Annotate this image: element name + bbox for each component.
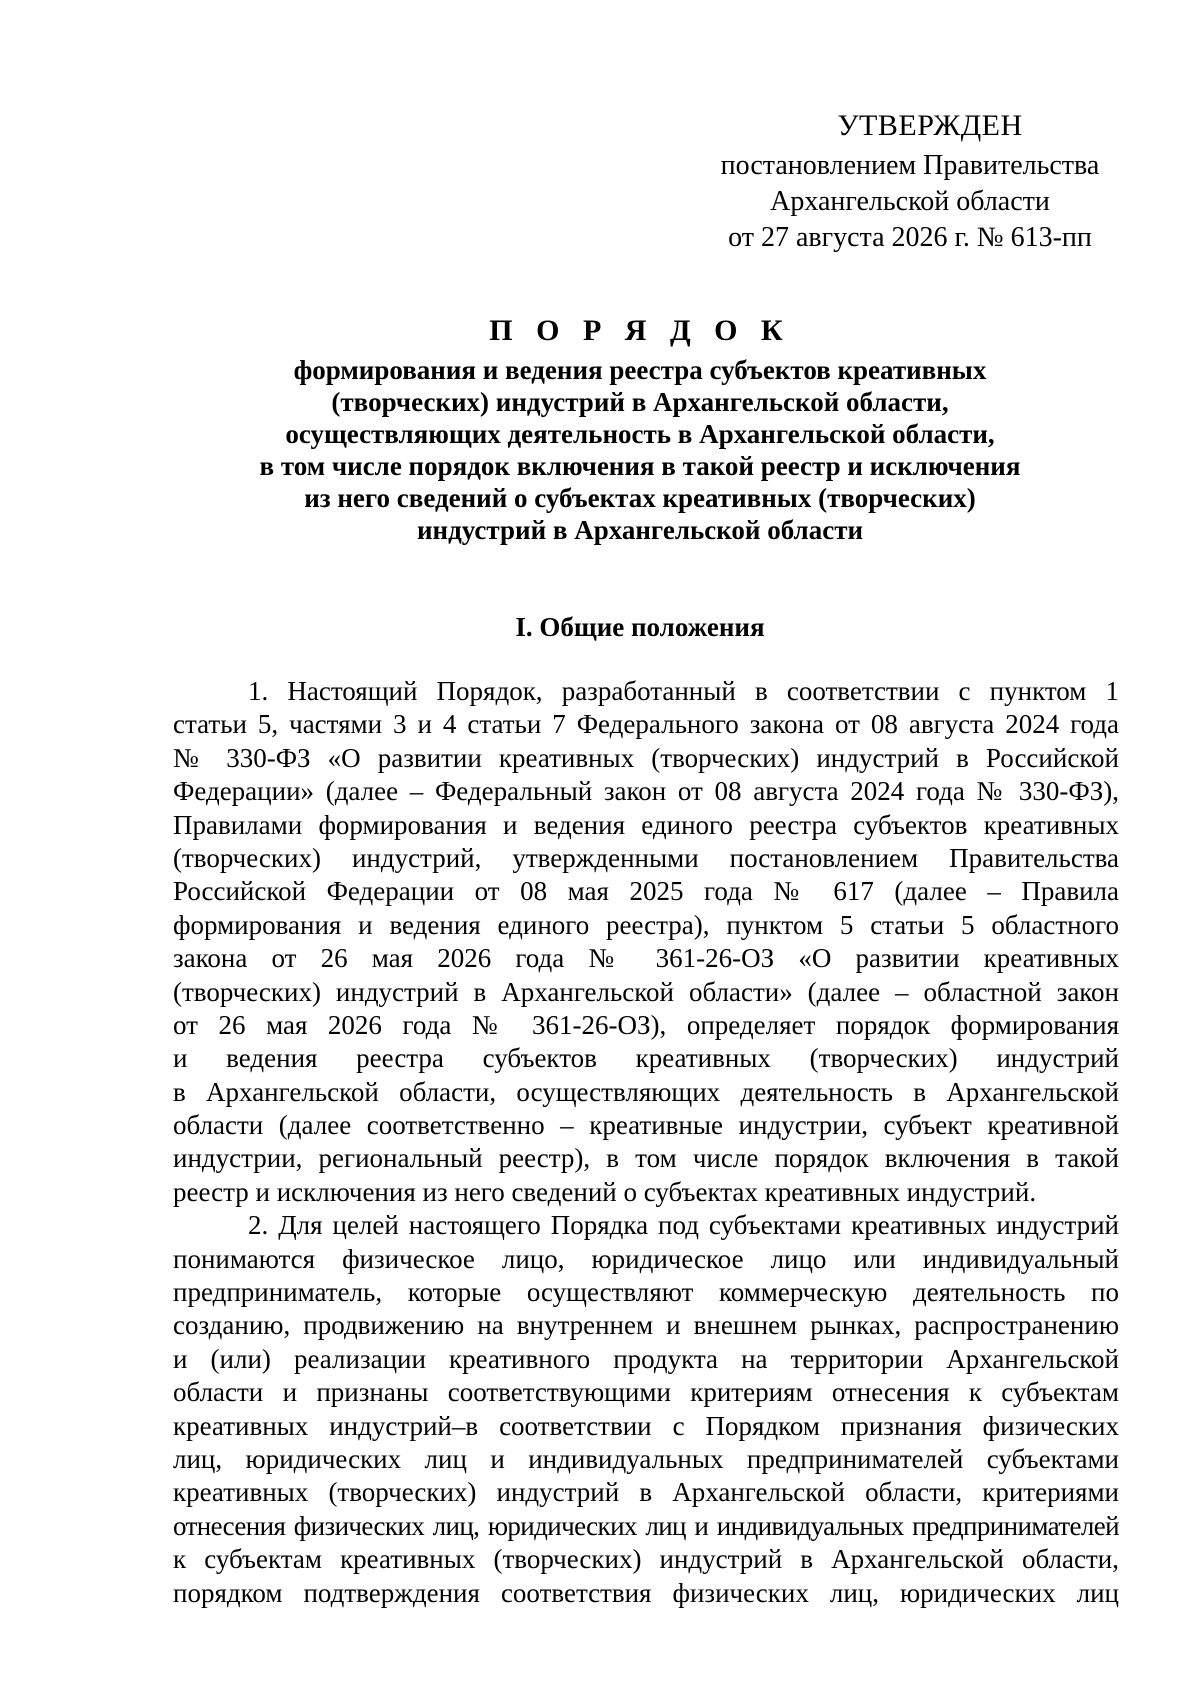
paragraph-line: № 330-ФЗ «О развитии креативных (творческих) индустрий в Российской	[173, 742, 1119, 773]
paragraph-line: Федерации» (далее – Федеральный закон от 08 августа 2024 года № 330-ФЗ),	[173, 776, 1119, 807]
paragraph-line: предприниматель, которые осуществляют коммерческую деятельность по	[173, 1277, 1119, 1308]
document-type: П О Р Я Д О К	[489, 314, 791, 347]
paragraph-line: области и признаны соответствующими критериям отнесения к субъектам	[173, 1377, 1119, 1408]
paragraph-line: реестр и исключения из него сведений о субъектах креативных индустрий.	[173, 1176, 1037, 1207]
paragraph-line: отнесения физических лиц, юридических лиц и индивидуальных предпринимателей	[173, 1510, 1119, 1541]
paragraph-line: понимаются физическое лицо, юридическое лицо или индивидуальный	[173, 1243, 1119, 1274]
approval-line: Архангельской области	[770, 186, 1050, 217]
paragraph-line: закона от 26 мая 2026 года № 361-26-ОЗ «О развитии креативных	[173, 943, 1119, 974]
paragraph-1	[173, 675, 1119, 1209]
paragraph-line: креативных (творческих) индустрий в Архангельской области, критериями	[173, 1477, 1119, 1508]
approval-block	[700, 108, 1120, 256]
paragraph-line: лиц, юридических лиц и индивидуальных предпринимателей субъектами	[173, 1443, 1119, 1474]
paragraph-line: в Архангельской области, осуществляющих деятельность в Архангельской	[173, 1076, 1119, 1107]
paragraph-line: Российской Федерации от 08 мая 2025 года № 617 (далее – Правила	[173, 876, 1119, 907]
title-line: формирования и ведения реестра субъектов креативных	[293, 355, 987, 385]
title-line: из него сведений о субъектах креативных (творческих)	[304, 483, 976, 513]
paragraph-line: от 26 мая 2026 года № 361-26-ОЗ), определяет порядок формирования	[173, 1009, 1119, 1040]
paragraph-line: к субъектам креативных (творческих) индустрий в Архангельской области,	[173, 1544, 1119, 1575]
paragraph-line: формирования и ведения единого реестра), пунктом 5 статьи 5 областного	[173, 909, 1119, 940]
paragraph-line: креативных индустрий–в соответствии с Порядком признания физических	[173, 1410, 1119, 1441]
paragraph-line: и ведения реестра субъектов креативных (творческих) индустрий	[173, 1043, 1119, 1074]
title-line: осуществляющих деятельность в Архангельской области,	[285, 419, 995, 449]
paragraph-line: (творческих) индустрий в Архангельской области» (далее – областной закон	[173, 976, 1119, 1007]
paragraph-line: индустрии, региональный реестр), в том числе порядок включения в такой	[173, 1143, 1119, 1174]
paragraph-line: порядком подтверждения соответствия физических лиц, юридических лиц	[173, 1577, 1119, 1608]
paragraph-line: (творческих) индустрий, утвержденными постановлением Правительства	[173, 842, 1119, 873]
title-line: (творческих) индустрий в Архангельской области,	[331, 387, 949, 417]
document-body	[173, 675, 1119, 1610]
paragraph-line: и (или) реализации креативного продукта на территории Архангельской	[173, 1343, 1119, 1374]
paragraph-line: созданию, продвижению на внутреннем и внешнем рынках, распространению	[173, 1310, 1119, 1341]
approval-stamp: УТВЕРЖДЕН	[837, 109, 1023, 142]
paragraph-line: области (далее соответственно – креативные индустрии, субъект креативной	[173, 1110, 1119, 1141]
paragraph-line: статьи 5, частями 3 и 4 статьи 7 Федерального закона от 08 августа 2024 года	[173, 709, 1119, 740]
section-heading: I. Общие положения	[515, 612, 765, 642]
paragraph-line: 1. Настоящий Порядок, разработанный в соответствии с пунктом 1	[248, 676, 1119, 706]
title-line: индустрий в Архангельской области	[416, 515, 864, 545]
paragraph-line: 2. Для целей настоящего Порядка под субъектами креативных индустрий	[248, 1210, 1119, 1241]
approval-line: постановлением Правительства	[720, 150, 1100, 181]
paragraph-line: Правилами формирования и ведения единого реестра субъектов креативных	[173, 809, 1119, 840]
title-line: в том числе порядок включения в такой реестр и исключения	[259, 451, 1021, 481]
paragraph-2	[173, 1209, 1119, 1610]
document-title	[160, 312, 1120, 546]
approval-line: от 27 августа 2026 г. № 613-пп	[728, 222, 1092, 253]
